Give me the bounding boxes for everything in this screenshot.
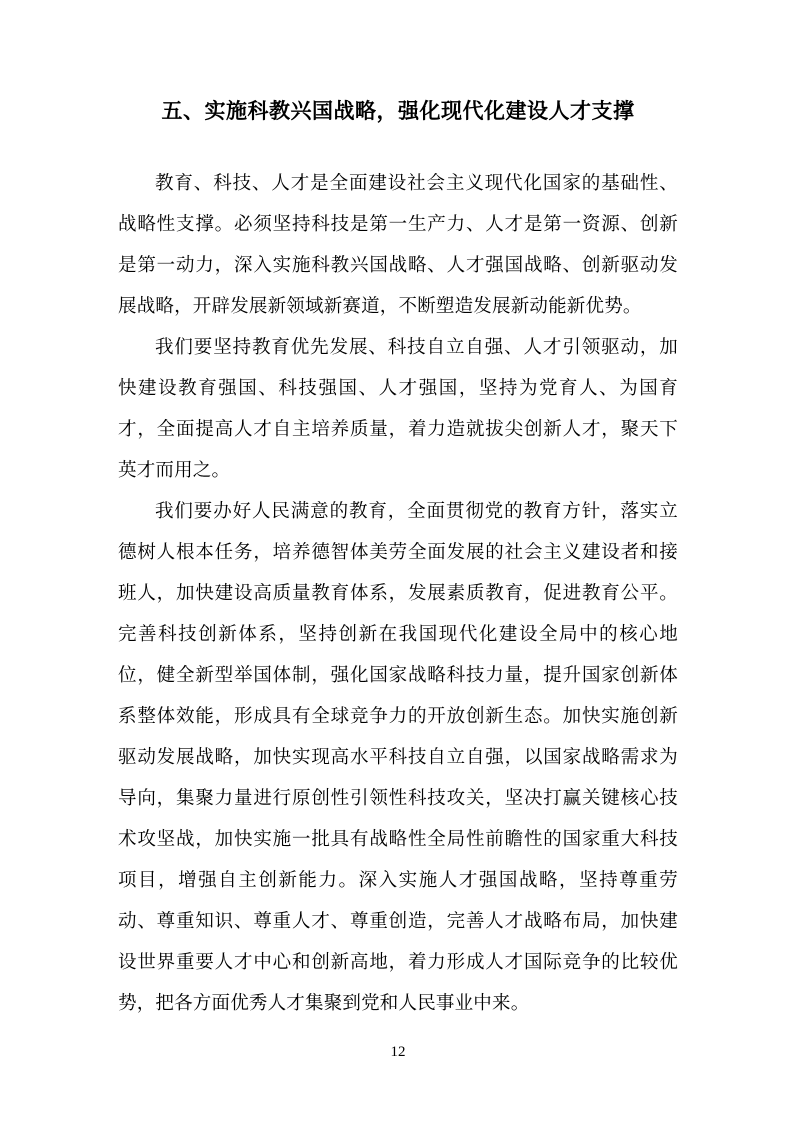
paragraph: 我们要办好人民满意的教育，全面贯彻党的教育方针，落实立德树人根本任务，培养德智体美劳全面发展的社会主义建设者和接班人，加快建设高质量教育体系，发展素质教育，促进教育公平。完善科技创新体系，坚持创新在我国现代化建设全局中的核心地位，健全新型举国体制，强化国家战略科技力量，提升国家创新体系整体效能，形成具有全球竞争力的开放创新生态。加快实施创新驱动发展战略，加快实现高水平科技自立自强，以国家战略需求为导向，集聚力量进行原创性引领性科技攻关，坚决打赢关键核心技术攻坚战，加快实施一批具有战略性全局性前瞻性的国家重大科技项目，增强自主创新能力。深入实施人才强国战略，坚持尊重劳动、尊重知识、尊重人才、尊重创造，完善人才战略布局，加快建设世界重要人才中心和创新高地，着力形成人才国际竞争的比较优势，把各方面优秀人才集聚到党和人民事业中来。 bbox=[118, 502, 678, 1014]
page-title: 五、实施科教兴国战略，强化现代化建设人才支撑 bbox=[161, 100, 635, 123]
document-body bbox=[118, 164, 678, 1025]
paragraph: 我们要坚持教育优先发展、科技自立自强、人才引领驱动，加快建设教育强国、科技强国、人才强国，坚持为党育人、为国育才，全面提高人才自主培养质量，着力造就拔尖创新人才，聚天下英才而用之。 bbox=[118, 338, 678, 481]
paragraph: 教育、科技、人才是全面建设社会主义现代化国家的基础性、战略性支撑。必须坚持科技是第一生产力、人才是第一资源、创新是第一动力，深入实施科教兴国战略、人才强国战略、创新驱动发展战略，开辟发展新领域新赛道，不断塑造发展新动能新优势。 bbox=[118, 174, 678, 317]
page-content-area bbox=[118, 0, 678, 1123]
page-number: 12 bbox=[390, 1044, 406, 1060]
